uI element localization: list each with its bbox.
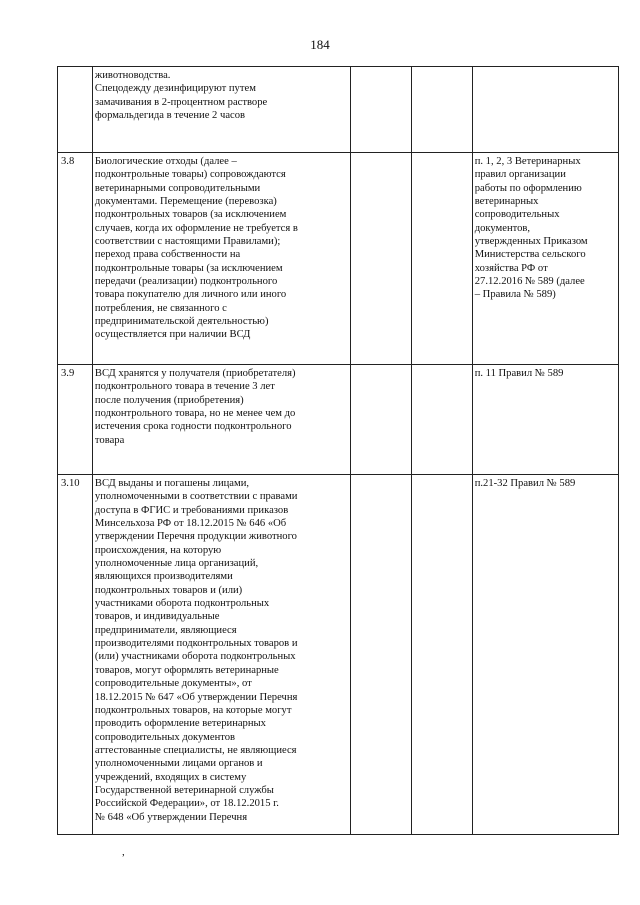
row-number: 3.10 [58, 475, 93, 835]
text-line: товара [94, 434, 125, 446]
text-line: товаров, могут оформлять ветеринарные [94, 664, 279, 676]
reference-line: п. 1, 2, 3 Ветеринарных [474, 156, 581, 167]
text-line: документами. Перемещение (перевозка) [94, 196, 277, 208]
text-line: уполномоченными лицами органов и [94, 758, 263, 770]
text-line: подконтрольные товары (за исключением [94, 262, 283, 274]
reference-line: хозяйства РФ от [474, 262, 548, 274]
table-row [58, 365, 619, 475]
text-line: истечения срока годности подконтрольного [94, 421, 292, 433]
reference-line: ветеринарных [474, 196, 539, 208]
text-line: подконтрольные товары) сопровождаются [94, 169, 286, 181]
stray-mark: , [122, 846, 125, 858]
text-line: ветеринарными сопроводительными [94, 182, 261, 194]
text-line: подконтрольных товаров (за исключением [94, 209, 287, 221]
text-line: товаров, и индивидуальные [94, 611, 220, 623]
text-line: учреждений, входящих в систему [94, 771, 247, 783]
text-line: проводить оформление ветеринарных [94, 718, 266, 730]
text-line: участниками оборота подконтрольных [94, 598, 270, 610]
text-line: доступа в ФГИС и требованиями приказов [94, 504, 289, 516]
row-number: 3.8 [58, 153, 93, 365]
text-line: уполномоченные лица организаций, [94, 558, 259, 570]
reference-line: работы по оформлению [474, 182, 582, 194]
reference-line: – Правила № 589) [474, 289, 556, 301]
reference-line: 27.12.2016 № 589 (далее [474, 276, 585, 288]
text-line: утверждении Перечня продукции животного [94, 531, 297, 543]
table-row [58, 475, 619, 835]
text-line: предприниматели, являющиеся [94, 624, 237, 636]
text-line: сопроводительные документы», от [94, 678, 252, 690]
text-line: Спецодежду дезинфицируют путем [94, 83, 256, 95]
row-reference [472, 475, 618, 835]
text-line: № 648 «Об утверждении Перечня [94, 811, 248, 823]
row-number: 3.9 [58, 365, 93, 475]
reference-line: документов, [474, 222, 531, 234]
text-line: подконтрольного товара, но не менее чем до [94, 408, 296, 420]
requirements-table [57, 66, 619, 835]
row-text [92, 67, 350, 153]
text-line: аттестованные специалисты, не являющиеся [94, 744, 297, 756]
table-row [58, 67, 619, 153]
row-text [92, 475, 350, 835]
text-line: (или) участниками оборота подконтрольных [94, 651, 296, 663]
text-line: производителями подконтрольных товаров и [94, 638, 298, 650]
row-reference [472, 365, 618, 475]
reference-line: правил организации [474, 169, 566, 181]
row-text [92, 153, 350, 365]
page-number: 184 [310, 37, 330, 52]
text-line: Биологические отходы (далее – [94, 156, 237, 167]
text-line: подконтрольного товара в течение 3 лет [94, 381, 275, 393]
text-line: формальдегида в течение 2 часов [94, 110, 246, 122]
text-line: случаев, когда их оформление не требуется в [94, 222, 298, 234]
text-line: потребления, не связанного с [94, 302, 227, 314]
text-line: товара покупателю для личного или иного [94, 289, 287, 301]
text-line: подконтрольных товаров и (или) [94, 584, 243, 596]
text-line: ВСД выданы и погашены лицами, [94, 478, 250, 489]
reference-line: п.21-32 Правил № 589 [474, 478, 576, 489]
empty-cell [350, 67, 411, 153]
empty-cell [350, 475, 411, 835]
text-line: подконтрольных товаров, на которые могут [94, 704, 292, 716]
reference-line: утвержденных Приказом [474, 236, 588, 248]
row-reference [472, 67, 618, 153]
empty-cell [411, 475, 472, 835]
text-line: сопроводительных документов [94, 731, 236, 743]
empty-cell [350, 153, 411, 365]
text-line: замачивания в 2-процентном растворе [94, 96, 268, 108]
row-number [58, 67, 93, 153]
row-reference [472, 153, 618, 365]
text-line: предпринимательской деятельностью) [94, 316, 269, 328]
reference-line: п. 11 Правил № 589 [474, 368, 564, 379]
text-line: 18.12.2015 № 647 «Об утверждении Перечня [94, 691, 298, 703]
table-row [58, 153, 619, 365]
empty-cell [411, 365, 472, 475]
text-line: происхождения, на которую [94, 544, 222, 556]
empty-cell [411, 67, 472, 153]
empty-cell [411, 153, 472, 365]
text-line: после получения (приобретения) [94, 394, 244, 406]
text-line: переход права собственности на [94, 249, 241, 261]
row-text [92, 365, 350, 475]
text-line: Минсельхоза РФ от 18.12.2015 № 646 «Об [94, 518, 287, 530]
text-line: осуществляется при наличии ВСД [94, 329, 251, 341]
text-line: передачи (реализации) подконтрольного [94, 276, 278, 288]
reference-line: Министерства сельского [474, 249, 586, 261]
text-line: являющихся производителями [94, 571, 233, 583]
reference-line: сопроводительных [474, 209, 560, 221]
text-line: соответствии с настоящими Правилами); [94, 236, 281, 248]
text-line: животноводства. [94, 70, 171, 81]
text-line: Государственной ветеринарной службы [94, 784, 274, 796]
text-line: уполномоченными в соответствии с правами [94, 491, 298, 503]
empty-cell [350, 365, 411, 475]
text-line: Российской Федерации», от 18.12.2015 г. [94, 798, 279, 810]
text-line: ВСД хранятся у получателя (приобретателя) [94, 368, 296, 379]
